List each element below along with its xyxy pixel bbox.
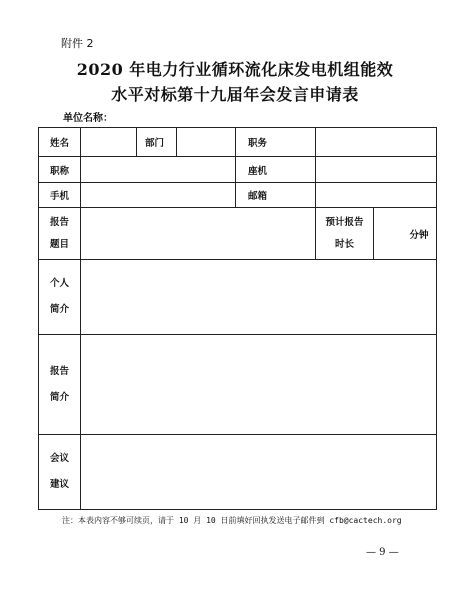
- page-title-line-1: 2020 年电力行业循环流化床发电机组能效: [76, 60, 394, 79]
- minutes-field[interactable]: [374, 208, 437, 260]
- minutes-label: 分钟: [409, 229, 429, 241]
- name-field[interactable]: [81, 128, 137, 157]
- application-form-table: [38, 127, 437, 510]
- department-label: 部门: [137, 128, 177, 157]
- position-label: 职务: [236, 128, 316, 157]
- mobile-field[interactable]: [81, 183, 236, 208]
- meeting-suggestion-label: 会议 建议: [39, 435, 81, 510]
- meeting-suggestion-field[interactable]: [81, 435, 437, 510]
- report-summary-field[interactable]: [81, 335, 437, 435]
- footnote: 注：本表内容不够可续页，请于 10 月 10 日前填好回执发送电子邮件到 cfb@cactech.org: [62, 516, 402, 525]
- landline-label: 座机: [236, 157, 316, 183]
- report-summary-label: 报告 简介: [39, 335, 81, 435]
- professional-title-label: 职称: [39, 157, 81, 183]
- name-label: 姓名: [39, 128, 81, 157]
- attachment-label: 附件 2: [61, 37, 94, 50]
- mobile-label: 手机: [39, 183, 81, 208]
- page-title-line-2: 水平对标第十九届年会发言申请表: [111, 85, 359, 104]
- unit-name-label: 单位名称：: [63, 113, 113, 124]
- estimated-duration-label: 预计报告 时长: [316, 208, 374, 260]
- page-number: — 9 —: [366, 547, 399, 558]
- personal-profile-label: 个人 简介: [39, 260, 81, 335]
- department-field[interactable]: [177, 128, 236, 157]
- email-label: 邮箱: [236, 183, 316, 208]
- personal-profile-field[interactable]: [81, 260, 437, 335]
- professional-title-field[interactable]: [81, 157, 236, 183]
- email-field[interactable]: [316, 183, 437, 208]
- landline-field[interactable]: [316, 157, 437, 183]
- position-field[interactable]: [316, 128, 437, 157]
- report-topic-label: 报告 题目: [39, 208, 81, 260]
- report-topic-field[interactable]: [81, 208, 316, 260]
